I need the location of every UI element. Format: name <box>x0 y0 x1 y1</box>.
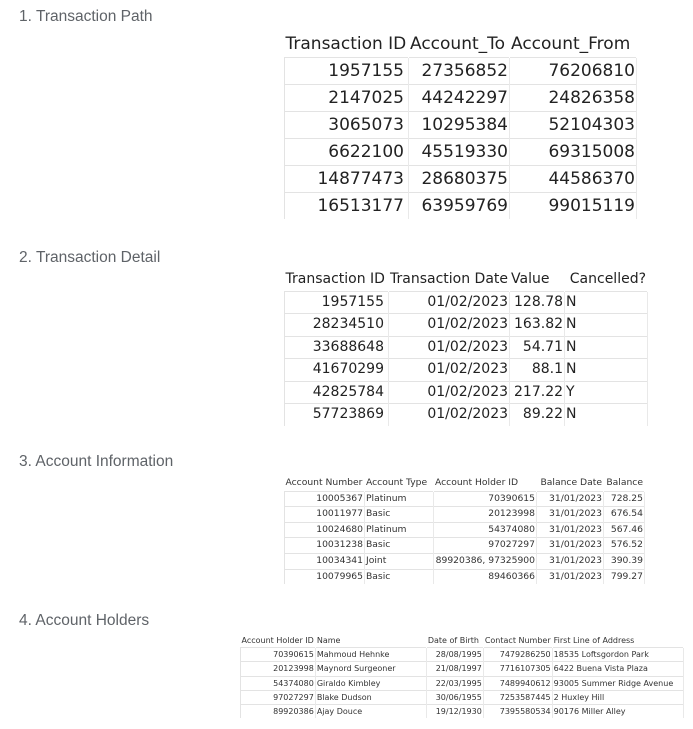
table-cell: 390.39 <box>604 553 645 569</box>
table-cell: 799.27 <box>604 569 645 584</box>
table-cell: 44586370 <box>510 166 637 193</box>
column-header: Name <box>315 634 426 648</box>
section-title-transaction-detail: 2. Transaction Detail <box>19 249 161 266</box>
table-cell: 19/12/1930 <box>426 705 483 719</box>
table-cell: 99015119 <box>510 193 637 220</box>
table-cell: 57723869 <box>285 404 389 426</box>
table-cell: Ajay Douce <box>315 705 426 719</box>
table-cell: 33688648 <box>285 336 389 359</box>
header-row <box>285 476 645 491</box>
table-row <box>285 291 648 314</box>
table-cell: 41670299 <box>285 359 389 382</box>
table-cell: 63959769 <box>409 193 510 220</box>
table-cell: 69315008 <box>510 139 637 166</box>
table-row <box>285 166 637 193</box>
column-header: Transaction ID <box>285 31 409 58</box>
column-header: Transaction ID <box>285 269 389 291</box>
table-row <box>285 85 637 112</box>
column-header: Value <box>510 269 565 291</box>
table-cell: 31/01/2023 <box>537 522 604 538</box>
table-cell: 70390615 <box>241 648 316 662</box>
column-header: Account Holder ID <box>434 476 537 491</box>
table-cell: 576.52 <box>604 538 645 554</box>
table-cell: 28680375 <box>409 166 510 193</box>
table-cell: N <box>565 359 648 382</box>
header-row <box>241 634 684 648</box>
table-cell: Giraldo Kimbley <box>315 676 426 690</box>
table-row <box>285 112 637 139</box>
column-header: Account_From <box>510 31 637 58</box>
table-row <box>241 705 684 719</box>
table-row <box>285 538 645 554</box>
column-header: Account_To <box>409 31 510 58</box>
table-cell: 10005367 <box>285 491 365 507</box>
table-cell: 728.25 <box>604 491 645 507</box>
table-cell: 163.82 <box>510 314 565 337</box>
table-cell: 88.1 <box>510 359 565 382</box>
table-cell: Platinum <box>365 491 434 507</box>
table-cell: Platinum <box>365 522 434 538</box>
table-row <box>285 336 648 359</box>
table-cell: 22/03/1995 <box>426 676 483 690</box>
table-cell: 20123998 <box>434 507 537 523</box>
table-cell: Basic <box>365 507 434 523</box>
table-cell: 31/01/2023 <box>537 553 604 569</box>
table-cell: 16513177 <box>285 193 409 220</box>
table-cell: Basic <box>365 538 434 554</box>
table-cell: 31/01/2023 <box>537 507 604 523</box>
table-row <box>241 690 684 704</box>
section-title-transaction-path: 1. Transaction Path <box>19 8 153 25</box>
table-cell: Mahmoud Hehnke <box>315 648 426 662</box>
table-cell: 10034341 <box>285 553 365 569</box>
table-row <box>285 404 648 426</box>
table-cell: 54374080 <box>434 522 537 538</box>
table-cell: 90176 Miller Alley <box>552 705 683 719</box>
table-cell: 14877473 <box>285 166 409 193</box>
table-cell: 7716107305 <box>483 662 552 676</box>
table-cell: 01/02/2023 <box>389 336 510 359</box>
table-cell: 54374080 <box>241 676 316 690</box>
table-cell: 6622100 <box>285 139 409 166</box>
column-header: Account Holder ID <box>241 634 316 648</box>
header-row <box>285 31 637 58</box>
table-cell: Joint <box>365 553 434 569</box>
column-header: Account Number <box>285 476 365 491</box>
table-cell: 28/08/1995 <box>426 648 483 662</box>
table-row <box>285 314 648 337</box>
table-cell: 01/02/2023 <box>389 359 510 382</box>
table-row <box>285 491 645 507</box>
table-cell: 10295384 <box>409 112 510 139</box>
table-cell: 24826358 <box>510 85 637 112</box>
table-cell: 01/02/2023 <box>389 404 510 426</box>
table-row <box>241 662 684 676</box>
table-cell: 44242297 <box>409 85 510 112</box>
table-cell: 7489940612 <box>483 676 552 690</box>
column-header: First Line of Address <box>552 634 683 648</box>
table-cell: 89.22 <box>510 404 565 426</box>
table-cell: Blake Dudson <box>315 690 426 704</box>
table-cell: 10011977 <box>285 507 365 523</box>
table-cell: 567.46 <box>604 522 645 538</box>
table-cell: 89460366 <box>434 569 537 584</box>
table-cell: 18535 Loftsgordon Park <box>552 648 683 662</box>
table-cell: 7479286250 <box>483 648 552 662</box>
table-cell: 217.22 <box>510 381 565 404</box>
transaction-detail-table <box>284 269 648 426</box>
table-cell: 7253587445 <box>483 690 552 704</box>
column-header: Cancelled? <box>565 269 648 291</box>
section-title-account-information: 3. Account Information <box>19 453 174 470</box>
table-cell: Y <box>565 381 648 404</box>
table-row <box>241 648 684 662</box>
table-cell: 10079965 <box>285 569 365 584</box>
table-row <box>285 359 648 382</box>
transaction-path-table <box>284 31 637 219</box>
table-cell: 42825784 <box>285 381 389 404</box>
column-header: Contact Number <box>483 634 552 648</box>
table-row <box>285 58 637 85</box>
table-cell: 76206810 <box>510 58 637 85</box>
table-cell: N <box>565 314 648 337</box>
table-cell: 97027297 <box>434 538 537 554</box>
table-cell: 20123998 <box>241 662 316 676</box>
table-cell: 1957155 <box>285 58 409 85</box>
table-cell: 27356852 <box>409 58 510 85</box>
table-cell: 128.78 <box>510 291 565 314</box>
table-cell: 7395580534 <box>483 705 552 719</box>
table-cell: 45519330 <box>409 139 510 166</box>
table-cell: 54.71 <box>510 336 565 359</box>
table-cell: 70390615 <box>434 491 537 507</box>
table-cell: 21/08/1997 <box>426 662 483 676</box>
column-header: Transaction Date <box>389 269 510 291</box>
column-header: Date of Birth <box>426 634 483 648</box>
account-holders-table <box>240 634 684 718</box>
table-row <box>285 553 645 569</box>
section-title-account-holders: 4. Account Holders <box>19 612 150 629</box>
table-cell: 30/06/1955 <box>426 690 483 704</box>
table-cell: Maynord Surgeoner <box>315 662 426 676</box>
column-header: Account Type <box>365 476 434 491</box>
column-header: Balance <box>604 476 645 491</box>
table-cell: 676.54 <box>604 507 645 523</box>
table-row <box>285 381 648 404</box>
table-cell: 10031238 <box>285 538 365 554</box>
table-cell: N <box>565 336 648 359</box>
table-row <box>285 569 645 584</box>
account-information-table <box>284 476 645 584</box>
table-cell: 52104303 <box>510 112 637 139</box>
table-cell: 01/02/2023 <box>389 381 510 404</box>
table-cell: 31/01/2023 <box>537 491 604 507</box>
table-cell: 6422 Buena Vista Plaza <box>552 662 683 676</box>
column-header: Balance Date <box>537 476 604 491</box>
table-row <box>285 193 637 220</box>
table-cell: 2 Huxley Hill <box>552 690 683 704</box>
table-cell: 01/02/2023 <box>389 314 510 337</box>
table-cell: 28234510 <box>285 314 389 337</box>
table-cell: 3065073 <box>285 112 409 139</box>
table-cell: 1957155 <box>285 291 389 314</box>
table-cell: 93005 Summer Ridge Avenue <box>552 676 683 690</box>
table-row <box>241 676 684 690</box>
header-row <box>285 269 648 291</box>
table-cell: 89920386, 97325900 <box>434 553 537 569</box>
table-cell: 97027297 <box>241 690 316 704</box>
table-cell: 2147025 <box>285 85 409 112</box>
table-row <box>285 139 637 166</box>
table-cell: N <box>565 404 648 426</box>
table-cell: N <box>565 291 648 314</box>
table-cell: 31/01/2023 <box>537 538 604 554</box>
table-row <box>285 522 645 538</box>
table-cell: 01/02/2023 <box>389 291 510 314</box>
table-cell: 31/01/2023 <box>537 569 604 584</box>
table-cell: 89920386 <box>241 705 316 719</box>
table-row <box>285 507 645 523</box>
table-cell: Basic <box>365 569 434 584</box>
table-cell: 10024680 <box>285 522 365 538</box>
